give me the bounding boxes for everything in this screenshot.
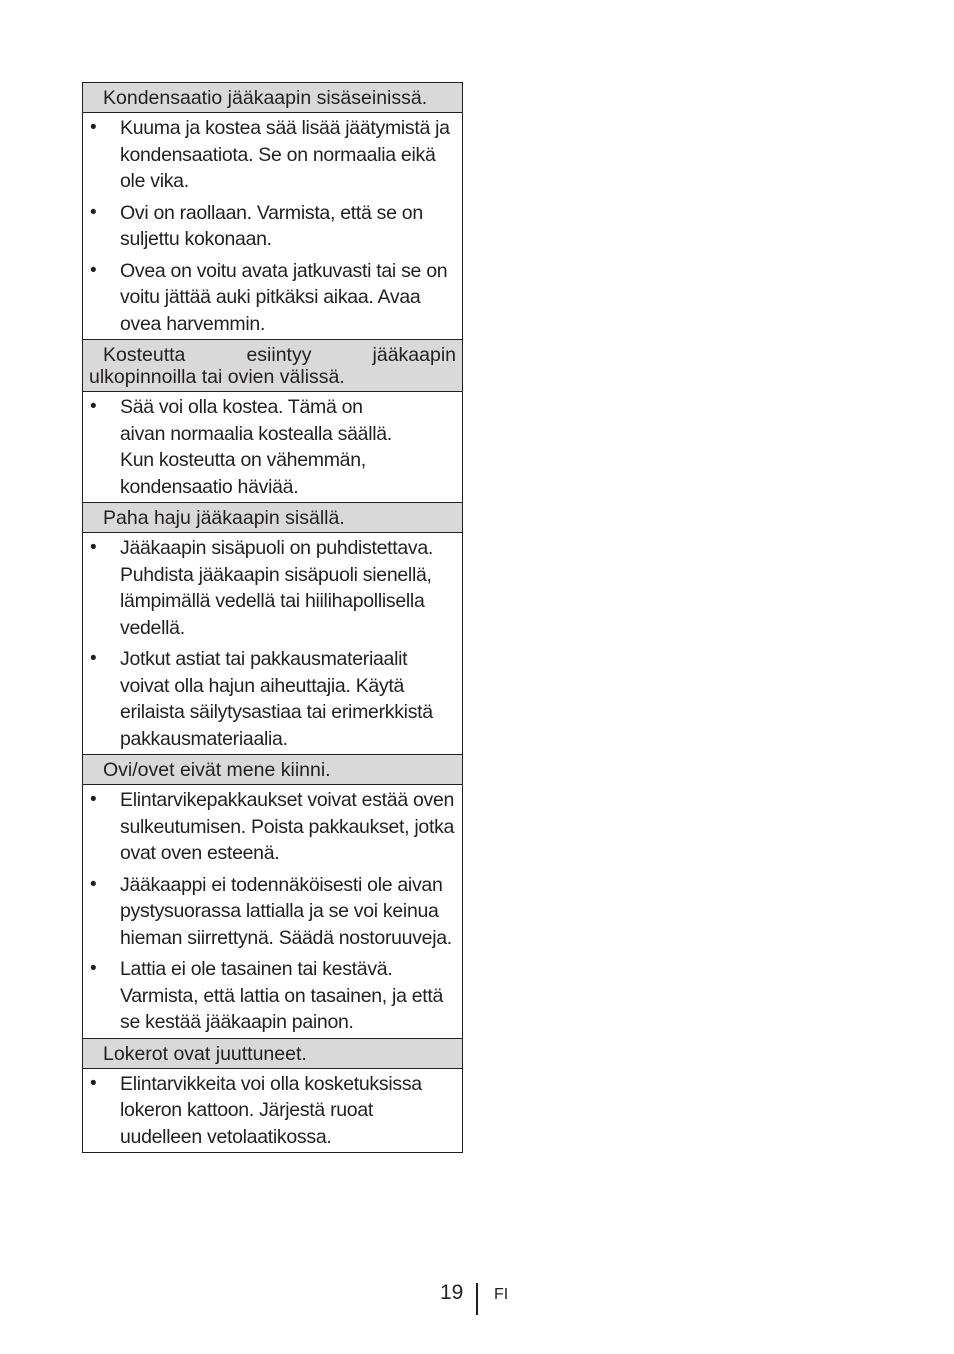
bullet-icon: •	[90, 1072, 97, 1094]
section-header: Kondensaatio jääkaapin sisäseinissä.	[83, 83, 462, 113]
section-body	[83, 785, 462, 1038]
bullet-icon: •	[90, 789, 97, 810]
troubleshooting-table	[82, 82, 463, 1153]
footer-divider	[476, 1283, 478, 1315]
section-header: Ovi/ovet eivät mene kiinni.	[83, 754, 462, 785]
section-header: Kosteutta esiintyy jääkaapin ulkopinnoilla tai ovien välissä.	[83, 339, 462, 392]
bullet-icon: •	[90, 873, 97, 895]
list-item: • Jääkaapin sisäpuoli on puhdistettava. Puhdista jääkaapin sisäpuoli sienellä, lämpimällä vedellä tai hiilihapollisella vedellä.	[90, 537, 434, 639]
list-item: • Ovi on raollaan. Varmista, että se on suljettu kokonaan.	[90, 201, 423, 250]
bullet-icon: •	[90, 259, 97, 281]
list-item: • Sää voi olla kostea. Tämä on aivan normaalia kostealla säällä. Kun kosteutta on vähemmän, kondensaatio häviää.	[90, 396, 392, 498]
page-number: 19	[440, 1281, 464, 1304]
section-header: Paha haju jääkaapin sisällä.	[83, 502, 462, 533]
bullet-icon: •	[90, 201, 97, 223]
bullet-icon: •	[90, 537, 97, 558]
section-body	[83, 533, 462, 754]
bullet-icon: •	[90, 648, 97, 669]
list-item: • Ovea on voitu avata jatkuvasti tai se on voitu jättää auki pitkäksi aikaa. Avaa ovea harvemmin.	[90, 259, 448, 335]
list-item: • Jotkut astiat tai pakkausmateriaalit voivat olla hajun aiheuttajia. Käytä erilaista säilytysastiaa tai erimerkkistä pakkausmateriaalia.	[90, 648, 433, 750]
list-item: • Elintarvikepakkaukset voivat estää oven sulkeutumisen. Poista pakkaukset, jotka ovat oven esteenä.	[90, 789, 455, 864]
section-body	[83, 113, 462, 339]
list-item: • Kuuma ja kostea sää lisää jäätymistä ja kondensaatiota. Se on normaalia eikä ole vika.	[90, 117, 450, 192]
section-body	[83, 1069, 462, 1153]
list-item: • Jääkaappi ei todennäköisesti ole aivan pystysuorassa lattialla ja se voi keinua hieman siirrettynä. Säädä nostoruuveja.	[90, 873, 452, 949]
bullet-icon: •	[90, 117, 97, 138]
bullet-icon: •	[90, 958, 97, 979]
page-footer	[0, 1280, 954, 1314]
language-code: FI	[494, 1286, 509, 1303]
list-item: • Lattia ei ole tasainen tai kestävä. Varmista, että lattia on tasainen, ja että se kestää jääkaapin painon.	[90, 958, 444, 1033]
section-body	[83, 392, 462, 502]
bullet-icon: •	[90, 396, 97, 417]
list-item: • Elintarvikkeita voi olla kosketuksissa lokeron kattoon. Järjestä ruoat uudelleen vetolaatikossa.	[90, 1072, 422, 1148]
section-header: Lokerot ovat juuttuneet.	[83, 1038, 462, 1069]
